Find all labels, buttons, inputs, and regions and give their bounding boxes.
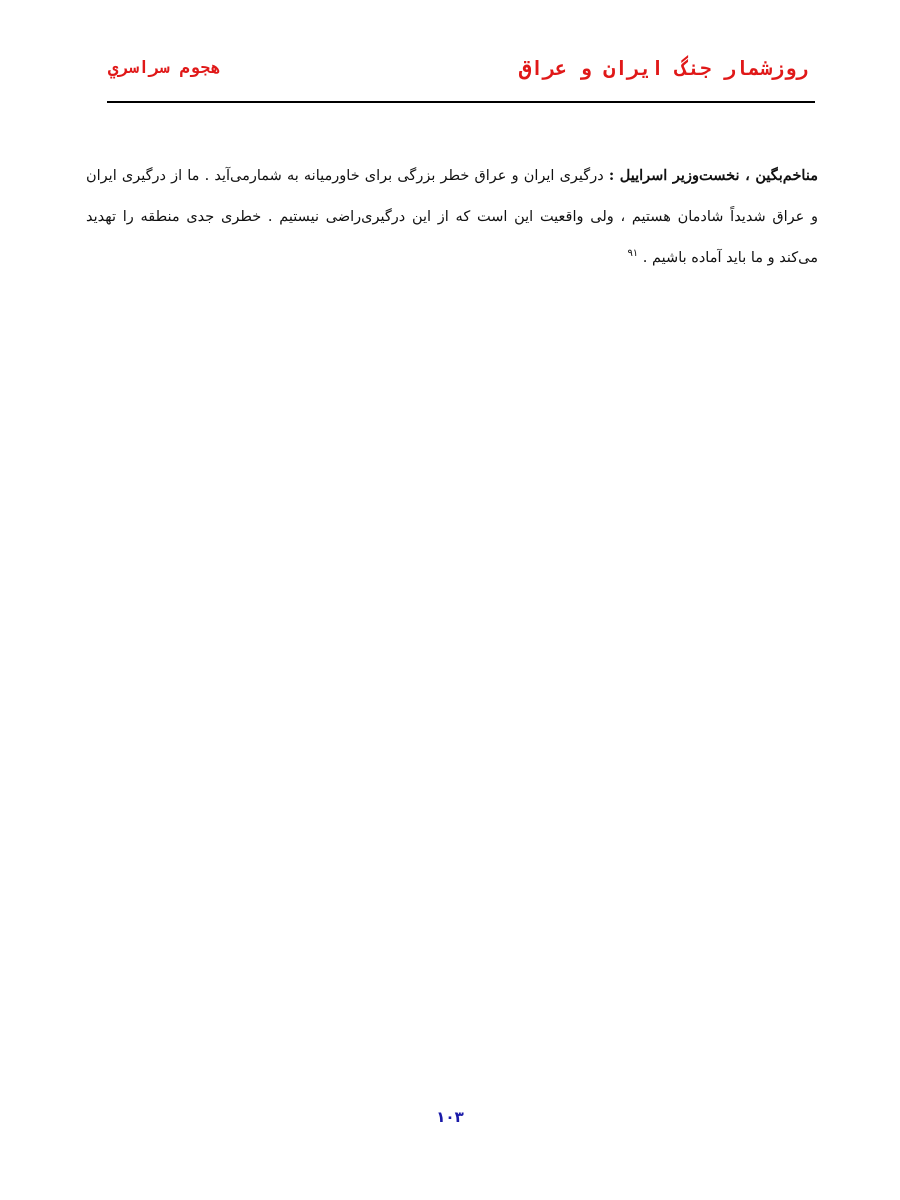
quote-text: درگیری ایران و عراق خطر بزرگی برای خاورمیانه به شمارمی‌آید . ما از درگیری ایران و عراق شدیداً شادمان هستیم ، ولی واقعیت این است که از این درگیری‌راضی نیستیم . خطری جدی منطقه را تهدید می‌کند و ما باید آماده باشیم .	[86, 167, 818, 266]
running-header-title: روزشمار جنگ ایران و عراق	[519, 56, 808, 80]
speaker-name: مناخم‌بگین ، نخست‌وزیر اسراییل :	[608, 166, 818, 184]
header-divider	[107, 101, 815, 103]
footnote-reference[interactable]: ۹۱	[627, 247, 639, 259]
body-paragraph	[86, 155, 818, 279]
page-number: ۱۰۳	[436, 1108, 464, 1126]
running-header-section: هجوم سراسري	[108, 58, 221, 78]
